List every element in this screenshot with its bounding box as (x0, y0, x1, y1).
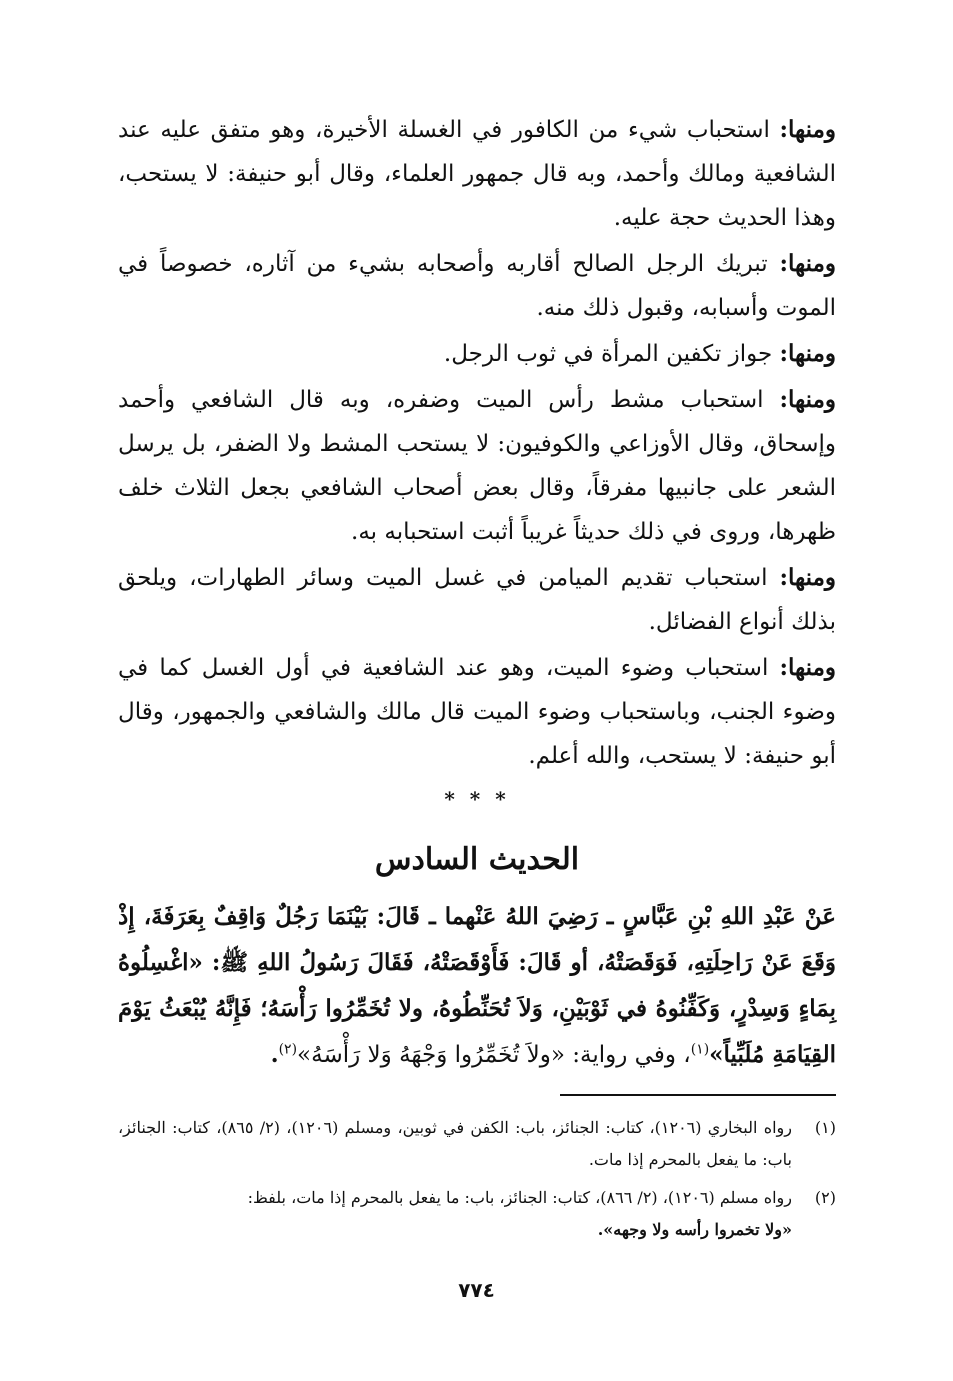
paragraph-lead: ومنها: (779, 564, 836, 591)
hadith-text (118, 894, 836, 1078)
paragraph (118, 242, 836, 330)
page-number: ٧٧٤ (458, 1278, 495, 1302)
paragraph-lead: ومنها: (779, 340, 836, 367)
hadith-part: عَنْ عَبْدِ اللهِ بْنِ عَبَّاسٍ ـ رَضِيَ اللهُ عَنْهما ـ قَالَ: بَيْنَمَا رَجُلٌ وَاقِفٌ بِعَرَفَةَ، إِذْ وَقَعَ عَنْ رَاحِلَتِهِ، فَوَقَصَتْهُ، أو قَالَ: فَأَوْقَصَتْهُ، فَقَالَ رَسُولُ اللهِ ﷺ: «اغْسِلُوهُ بِمَاءٍ وَسِدْرٍ، وَكَفِّنُوهُ في ثَوْبَيْنِ، وَلاَ تُحَنِّطُوهُ، ولا تُخَمِّرُوا رَأْسَهُ؛ فَإِنَّهُ يُبْعَثُ يَوْمَ القِيَامَةِ مُلَبِّياً» (118, 903, 836, 1068)
paragraph-text: استحباب وضوء الميت، وهو عند الشافعية في أول الغسل كما في وضوء الجنب، وباستحباب وضوء الميت قال مالك والشافعي والجمهور، وقال أبو حنيفة: لا يستحب، والله أعلم. (118, 655, 836, 769)
footnote-text: رواه البخاري (١٢٠٦)، كتاب: الجنائز، باب: الكفن في ثوبين، ومسلم (١٢٠٦)، (٢/ ٨٦٥)، كتاب: الجنائز، باب: ما يفعل بالمحرم إذا مات. (118, 1118, 793, 1169)
footnote-number: (٢) (814, 1188, 836, 1207)
footnote-ref[interactable]: (١) (690, 1041, 710, 1058)
paragraph-lead: ومنها: (779, 386, 837, 413)
footnote (118, 1182, 836, 1246)
paragraph-lead: ومنها: (779, 250, 836, 277)
paragraph (118, 556, 836, 644)
footnote-divider (560, 1094, 836, 1096)
footnote-body (118, 1182, 792, 1246)
footnote-quote: «ولا تخمروا رأسه ولا وجهه». (597, 1220, 792, 1239)
paragraph-lead: ومنها: (779, 116, 837, 143)
footnote-number: (١) (814, 1118, 836, 1137)
section-title: الحديث السادس (374, 842, 580, 877)
footnotes (118, 1112, 836, 1252)
main-text (118, 108, 836, 1078)
paragraph-text: استحباب مشط رأس الميت وضفره، وبه قال الشافعي وأحمد وإسحاق، وقال الأوزاعي والكوفيون: لا يستحب المشط ولا الضفر، بل يرسل الشعر على جانبيها مفرقاً، وقال بعض أصحاب الشافعي بجعل الثلاث خلف ظهرها، وروى في ذلك حديثاً غريباً أثبت استحبابه به. (118, 387, 836, 545)
paragraph-text: استحباب شيء من الكافور في الغسلة الأخيرة، وهو متفق عليه عند الشافعية ومالك وأحمد، وبه قال جمهور العلماء، وقال أبو حنيفة: لا يستحب، وهذا الحديث حجة عليه. (118, 117, 836, 231)
paragraph-text: تبريك الرجل الصالح أقاربه وأصحابه بشيء من آثاره، خصوصاً في الموت وأسبابه، وقبول ذلك منه. (118, 251, 836, 321)
hadith-part: ، وفي رواية: «ولاَ تُخَمِّرُوا وَجْهَهُ وَلا رَأْسَهُ» (297, 1042, 691, 1068)
footnote-ref[interactable]: (٢) (278, 1041, 298, 1058)
paragraph-text: جواز تكفين المرأة في ثوب الرجل. (443, 341, 773, 367)
paragraph (118, 646, 836, 778)
paragraph-text: استحباب تقديم الميامن في غسل الميت وسائر الطهارات، ويلحق بذلك أنواع الفضائل. (118, 565, 836, 635)
section-separator: * * * (444, 787, 510, 811)
footnote (118, 1112, 836, 1176)
paragraph (118, 108, 836, 240)
paragraph (118, 332, 836, 376)
paragraph (118, 378, 836, 554)
hadith-end: . (270, 1041, 279, 1068)
paragraph-lead: ومنها: (779, 654, 837, 681)
footnote-text: رواه مسلم (١٢٠٦)، (٢/ ٨٦٦)، كتاب: الجنائز، باب: ما يفعل بالمحرم إذا مات، بلفظ: (247, 1188, 792, 1207)
